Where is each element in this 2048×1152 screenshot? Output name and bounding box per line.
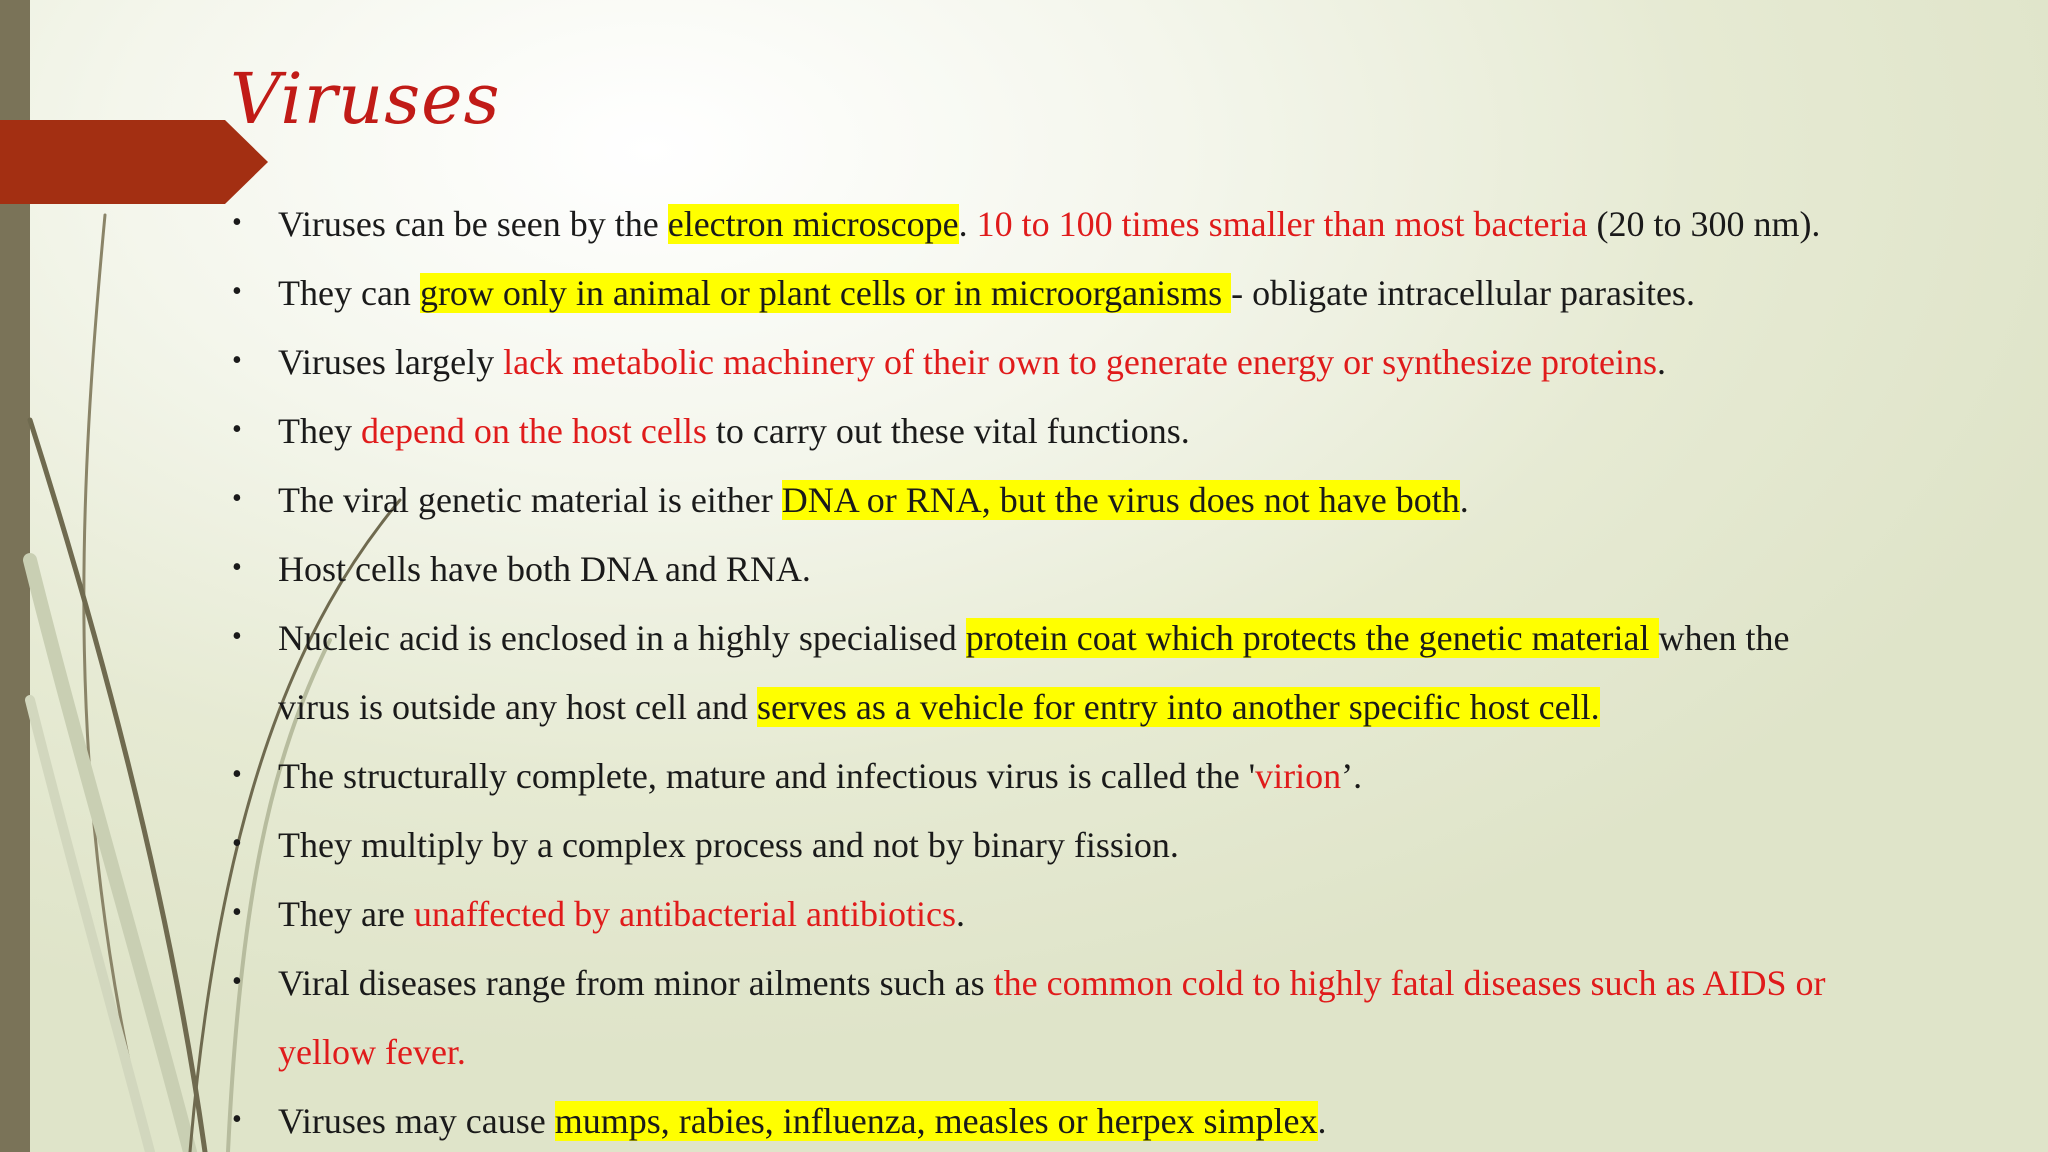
bullet-metabolic-machinery (278, 336, 1666, 388)
text-segment: . (1459, 480, 1469, 520)
bullet-virion (278, 750, 1362, 802)
text-segment: They are (278, 894, 414, 934)
bullet-marker: • (232, 276, 242, 307)
red-text: unaffected by antibacterial antibiotics (413, 894, 957, 934)
bullet-host-cells (278, 543, 811, 595)
bullet-marker: • (232, 759, 242, 790)
text-segment: The structurally complete, mature and infectious virus is called the ' (278, 756, 1256, 796)
text-segment: Viruses largely (278, 342, 504, 382)
bullet-marker: • (232, 1104, 242, 1135)
text-segment: Viruses may cause (278, 1101, 555, 1141)
bullet-marker: • (232, 483, 242, 514)
text-segment: - obligate intracellular parasites. (1231, 273, 1695, 313)
slide-title: Viruses (230, 58, 501, 140)
highlighted-text: mumps, rabies, influenza, measles or herpex simplex (554, 1101, 1318, 1141)
bullet-marker: • (232, 345, 242, 376)
text-segment: Viruses can be seen by the (278, 204, 668, 244)
text-segment: They (278, 411, 361, 451)
text-segment: ’. (1341, 756, 1363, 796)
bullet-genetic-material (278, 474, 1469, 526)
bullet-protein-coat (278, 612, 1789, 664)
bullet-marker: • (232, 207, 242, 238)
bullet-marker: • (232, 897, 242, 928)
text-segment: Host cells have both DNA and RNA. (278, 549, 811, 589)
highlighted-text: electron microscope (667, 204, 959, 244)
red-text: yellow fever. (278, 1032, 466, 1072)
text-segment: They can (278, 273, 420, 313)
bullet-viral-diseases (278, 957, 1826, 1009)
bullet-marker: • (232, 621, 242, 652)
bullet-marker: • (232, 414, 242, 445)
bullet-electron-microscope (278, 198, 1820, 250)
text-segment: . (1317, 1101, 1327, 1141)
bullet-marker: • (232, 828, 242, 859)
highlighted-text: protein coat which protects the genetic material (965, 618, 1659, 658)
text-segment: Viral diseases range from minor ailments such as (278, 963, 994, 1003)
bullet-multiplication (278, 819, 1179, 871)
highlighted-text: DNA or RNA, but the virus does not have both (781, 480, 1460, 520)
red-text: lack metabolic machinery of their own to generate energy or synthesize proteins (503, 342, 1658, 382)
text-segment: to carry out these vital functions. (706, 411, 1190, 451)
text-segment: . (1657, 342, 1667, 382)
text-segment: The viral genetic material is either (278, 480, 782, 520)
bullet-viral-diseases-continued (278, 1026, 466, 1078)
bullet-marker: • (232, 552, 242, 583)
red-text: depend on the host cells (360, 411, 707, 451)
bullet-host-dependence (278, 405, 1190, 457)
bullet-protein-coat-continued (278, 681, 1600, 733)
red-text: 10 to 100 times smaller than most bacteria (976, 204, 1588, 244)
bullet-marker: • (232, 966, 242, 997)
text-segment: They multiply by a complex process and not by binary fission. (278, 825, 1179, 865)
text-segment: virus is outside any host cell and (278, 687, 757, 727)
red-text: virion (1255, 756, 1342, 796)
highlighted-text: serves as a vehicle for entry into another specific host cell. (756, 687, 1600, 727)
text-segment: Nucleic acid is enclosed in a highly specialised (278, 618, 966, 658)
text-segment: when the (1658, 618, 1790, 658)
bullet-obligate-parasites (278, 267, 1695, 319)
highlighted-text: grow only in animal or plant cells or in microorganisms (419, 273, 1232, 313)
bullet-diseases-caused (278, 1095, 1327, 1147)
bullet-antibiotics (278, 888, 965, 940)
text-segment: . (956, 894, 966, 934)
red-text: the common cold to highly fatal diseases such as AIDS or (993, 963, 1826, 1003)
text-segment: (20 to 300 nm). (1587, 204, 1821, 244)
text-segment: . (958, 204, 977, 244)
